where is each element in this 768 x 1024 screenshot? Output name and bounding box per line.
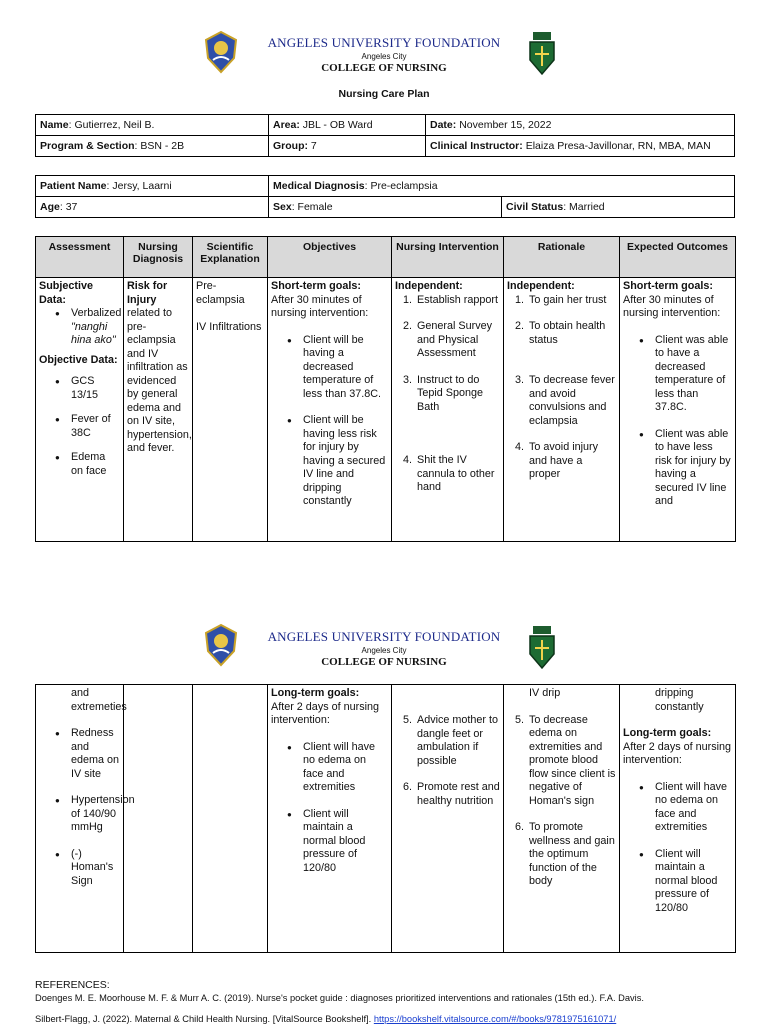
college-crest-logo xyxy=(527,624,557,670)
col-expected-outcomes: Expected Outcomes xyxy=(620,237,736,278)
university-city: Angeles City xyxy=(361,646,407,655)
group-cell: Group: 7 xyxy=(269,136,426,157)
area-cell: Area: JBL - OB Ward xyxy=(269,115,426,136)
university-seal-logo xyxy=(203,623,239,667)
assessment-cell: Subjective Data: ● Verbalized "nanghi hina ako" Objective Data: ● GCS 13/15 ● Fever of 38C ● Edema on face xyxy=(36,278,124,542)
civil-status-cell: Civil Status: Married xyxy=(502,197,735,218)
program-cell: Program & Section: BSN - 2B xyxy=(36,136,269,157)
rationale-cell: IV drip 5. To decrease edema on extremities and promote blood flow since client is negative of Homan's sign 6. To promote wellness and gain the optimum function of the body xyxy=(504,685,620,953)
table-row xyxy=(36,685,736,953)
col-scientific-explanation: Scientific Explanation xyxy=(193,237,268,278)
document-title: Nursing Care Plan xyxy=(338,88,430,100)
patient-info-table xyxy=(35,175,735,218)
scientific-explanation-cell: Pre-eclampsia IV Infiltrations xyxy=(193,278,268,542)
table-row xyxy=(36,278,736,542)
col-rationale: Rationale xyxy=(504,237,620,278)
care-plan-table-page2 xyxy=(35,684,736,953)
scientific-explanation-cell xyxy=(193,685,268,953)
clinical-instructor-cell: Clinical Instructor: Elaiza Presa-Javillonar, RN, MBA, MAN xyxy=(426,136,735,157)
reference-2 xyxy=(35,1014,755,1024)
reference-2-link[interactable]: https://bookshelf.vitalsource.com/#/books/9781975161071/ xyxy=(373,1014,617,1024)
student-info-table xyxy=(35,114,735,157)
age-cell: Age: 37 xyxy=(36,197,269,218)
col-objectives: Objectives xyxy=(268,237,392,278)
expected-outcomes-cell: dripping constantly Long-term goals: After 2 days of nursing intervention: ● Client will have no edema on face and extremities ● Client will maintain a normal blood pressure of 120/80 xyxy=(620,685,736,953)
table-header-row xyxy=(36,237,736,278)
references-title: REFERENCES: xyxy=(35,979,110,991)
college-crest-logo xyxy=(527,30,557,76)
reference-2-text: Silbert-Flagg, J. (2022). Maternal & Child Health Nursing. [VitalSource Bookshelf]. xyxy=(35,1014,372,1024)
nursing-diagnosis-cell xyxy=(124,685,193,953)
medical-diagnosis-cell: Medical Diagnosis: Pre-eclampsia xyxy=(269,176,735,197)
patient-name-cell: Patient Name: Jersy, Laarni xyxy=(36,176,269,197)
college-name: COLLEGE OF NURSING xyxy=(321,656,447,668)
sex-cell: Sex: Female xyxy=(269,197,502,218)
expected-outcomes-cell: Short-term goals: After 30 minutes of nursing intervention: ● Client was able to have a decreased temperature of less than 37.8C. ● Client was able to have less risk for injury by having a secured IV line and xyxy=(620,278,736,542)
assessment-cell: and extremeties ● Redness and edema on IV site ● Hypertension of 140/90 mmHg ● (-) Homan's Sign xyxy=(36,685,124,953)
university-name: ANGELES UNIVERSITY FOUNDATION xyxy=(267,35,501,50)
date-cell: Date: November 15, 2022 xyxy=(426,115,735,136)
rationale-cell: Independent: 1. To gain her trust 2. To obtain health status 3. To decrease fever and avoid convulsions and eclampsia 4. To avoid injury and have a proper xyxy=(504,278,620,542)
name-cell: Name: Gutierrez, Neil B. xyxy=(36,115,269,136)
objectives-cell: Short-term goals: After 30 minutes of nursing intervention: ● Client will be having a decreased temperature of less than 37.8C. ● Client will be having less risk for injury by having a secured IV line and dripping constantly xyxy=(268,278,392,542)
college-name: COLLEGE OF NURSING xyxy=(321,62,447,74)
reference-1: Doenges M. E. Moorhouse M. F. & Murr A. C. (2019). Nurse's pocket guide : diagnoses prioritized interventions and rationales (15th ed.). F.A. Davis. xyxy=(35,993,644,1003)
col-assessment: Assessment xyxy=(36,237,124,278)
nursing-intervention-cell: Independent: 1. Establish rapport 2. General Survey and Physical Assessment 3. Instruct to do Tepid Sponge Bath 4. Shit the IV cannula to other hand xyxy=(392,278,504,542)
nursing-diagnosis-cell: Risk for Injury related to pre-eclampsia and IV infiltration as evidenced by general edema and on IV site, hypertension, and fever. xyxy=(124,278,193,542)
col-nursing-diagnosis: Nursing Diagnosis xyxy=(124,237,193,278)
objectives-cell: Long-term goals: After 2 days of nursing intervention: ● Client will have no edema on face and extremities ● Client will maintain a normal blood pressure of 120/80 xyxy=(268,685,392,953)
col-nursing-intervention: Nursing Intervention xyxy=(392,237,504,278)
university-city: Angeles City xyxy=(361,52,407,61)
care-plan-table-page1 xyxy=(35,236,736,542)
university-seal-logo xyxy=(203,30,239,74)
university-name: ANGELES UNIVERSITY FOUNDATION xyxy=(267,629,501,644)
nursing-intervention-cell: 5. Advice mother to dangle feet or ambulation if possible 6. Promote rest and healthy nutrition xyxy=(392,685,504,953)
